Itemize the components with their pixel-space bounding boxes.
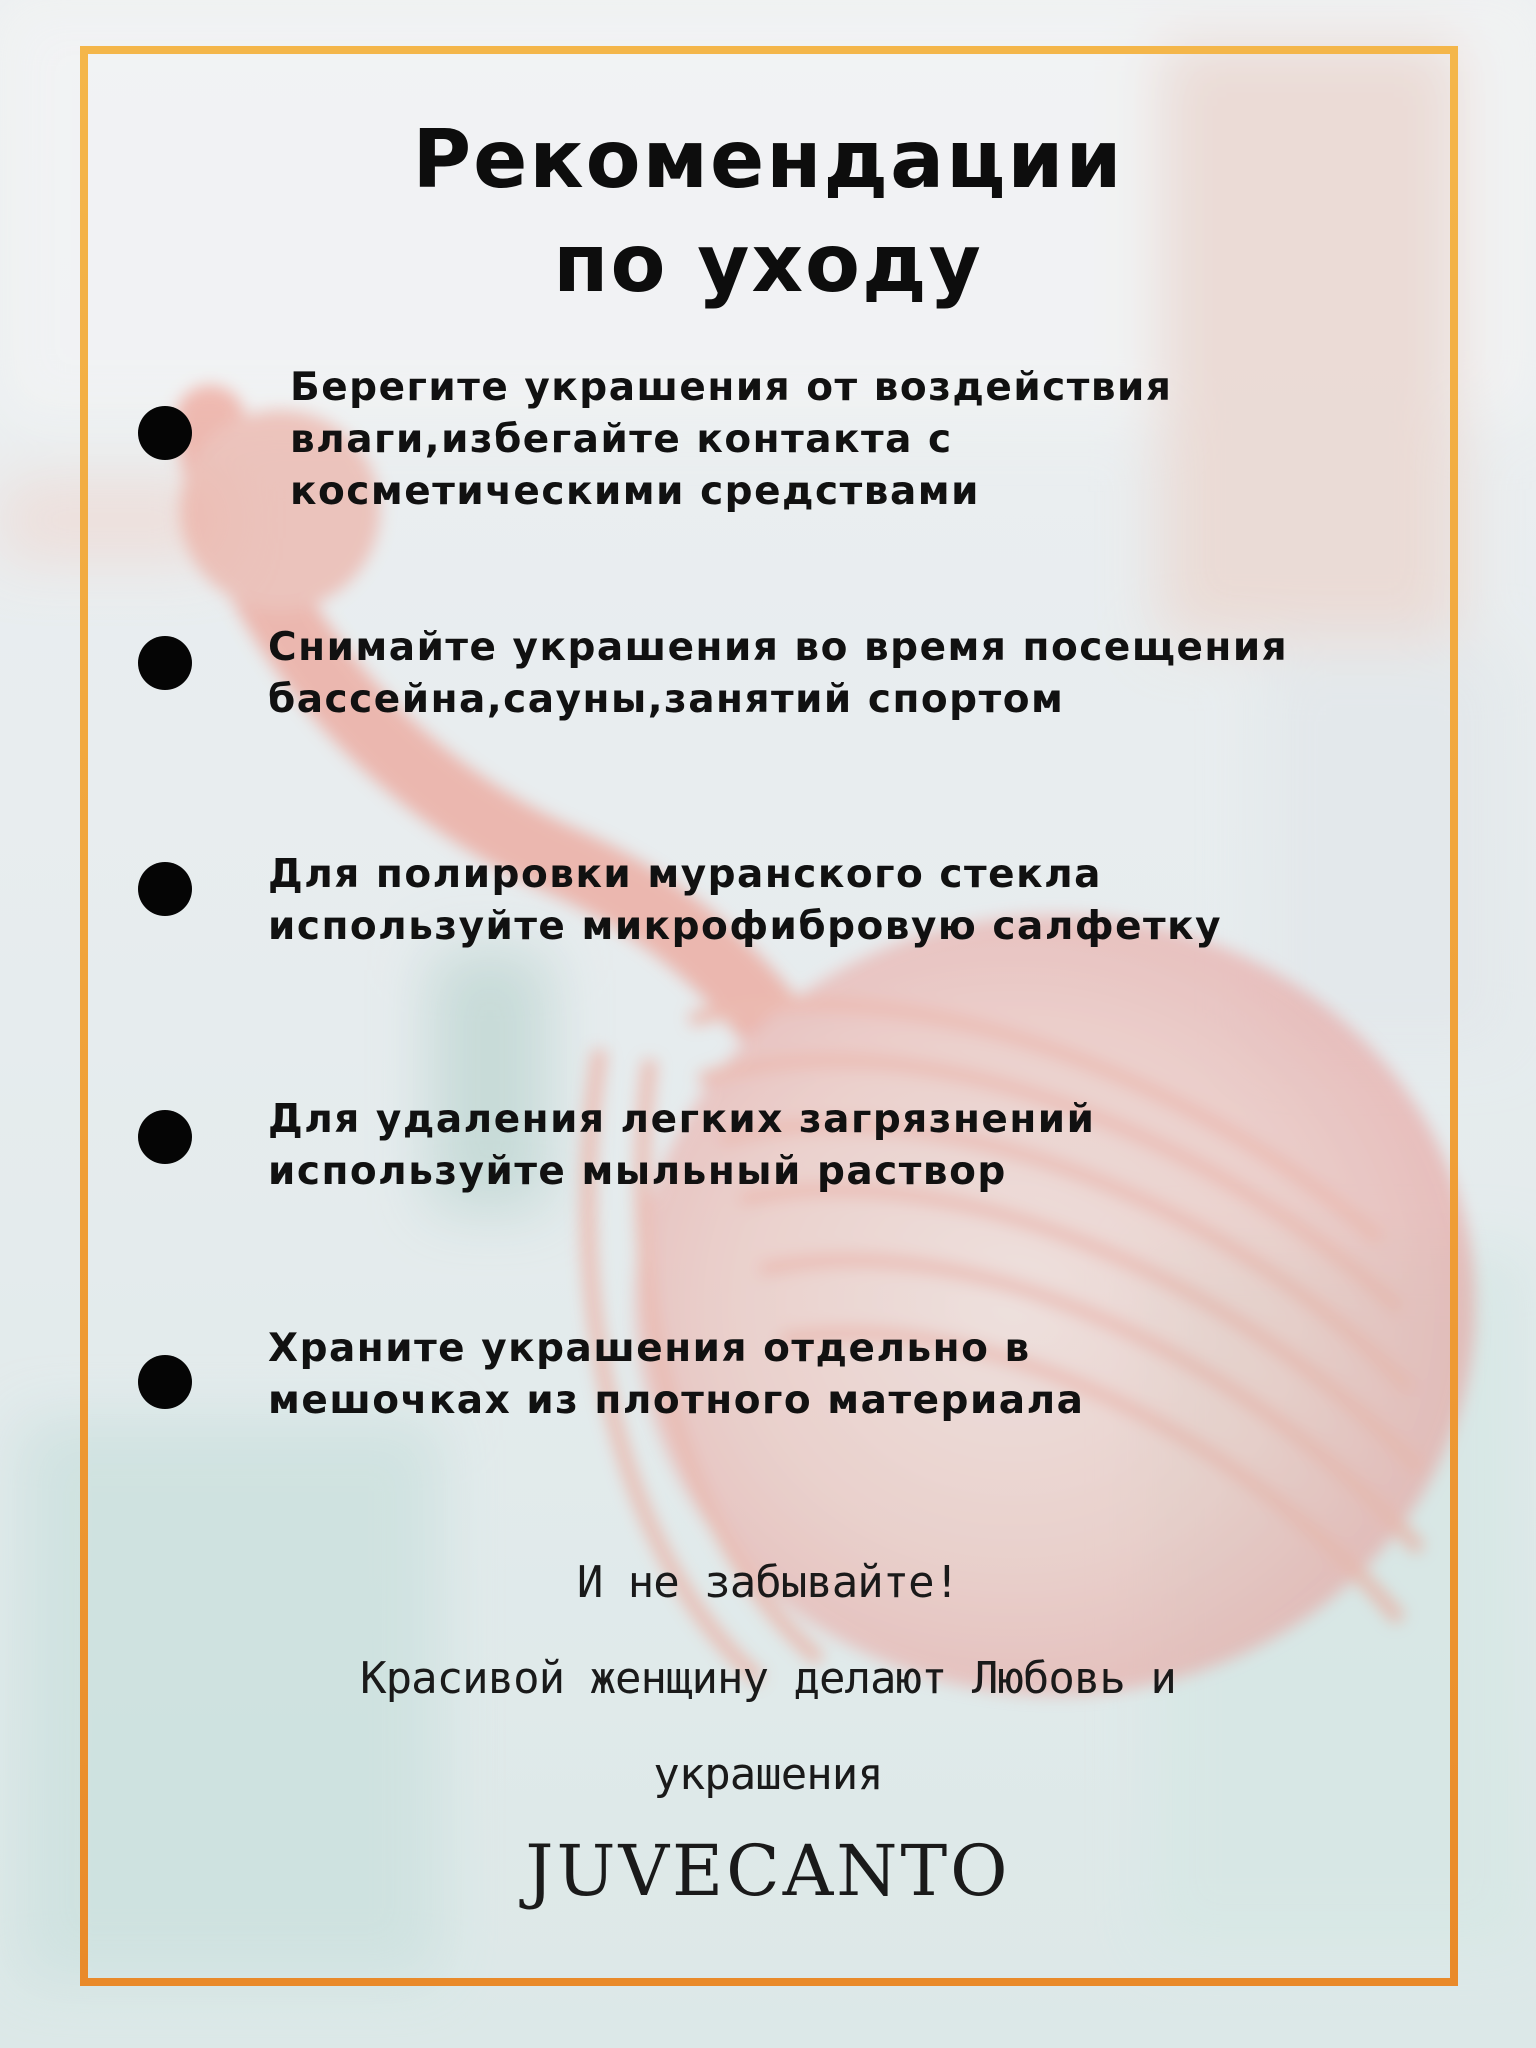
closing-line-3: украшения <box>653 1749 883 1800</box>
tip-line: косметическими средствами <box>290 469 980 514</box>
bullet-icon <box>138 1355 192 1409</box>
tip-line: Берегите украшения от воздействия <box>290 365 1173 410</box>
tip-line: бассейна,сауны,занятий спортом <box>268 677 1065 722</box>
tip-text <box>290 362 1172 518</box>
tip-text <box>268 1323 1085 1427</box>
tip-line: Снимайте украшения во время посещения <box>268 625 1289 670</box>
tip-line: влаги,избегайте контакта с <box>290 417 953 462</box>
title-line-2: по уходу <box>553 217 983 310</box>
bullet-icon <box>138 406 192 460</box>
page-title <box>0 108 1536 316</box>
tip-text <box>268 849 1222 953</box>
tip-line: используйте микрофибровую салфетку <box>268 904 1223 949</box>
closing-line-2: Красивой женщину делают Любовь и <box>360 1653 1176 1704</box>
tip-line: Храните украшения отдельно в <box>268 1326 1031 1371</box>
bullet-icon <box>138 636 192 690</box>
bullet-icon <box>138 1110 192 1164</box>
tip-line: Для полировки муранского стекла <box>268 852 1102 897</box>
tip-line: используйте мыльный раствор <box>268 1149 1007 1194</box>
bullet-icon <box>138 862 192 916</box>
tip-line: Для удаления легких загрязнений <box>268 1097 1096 1142</box>
tip-text <box>268 622 1288 726</box>
brand-name: JUVECANTO <box>525 1830 1011 1912</box>
closing-line-1: И не забывайте! <box>576 1557 960 1608</box>
title-line-1: Рекомендации <box>412 113 1124 206</box>
tip-text <box>268 1094 1095 1198</box>
closing-message <box>0 1535 1536 1919</box>
tip-line: мешочках из плотного материала <box>268 1378 1085 1423</box>
